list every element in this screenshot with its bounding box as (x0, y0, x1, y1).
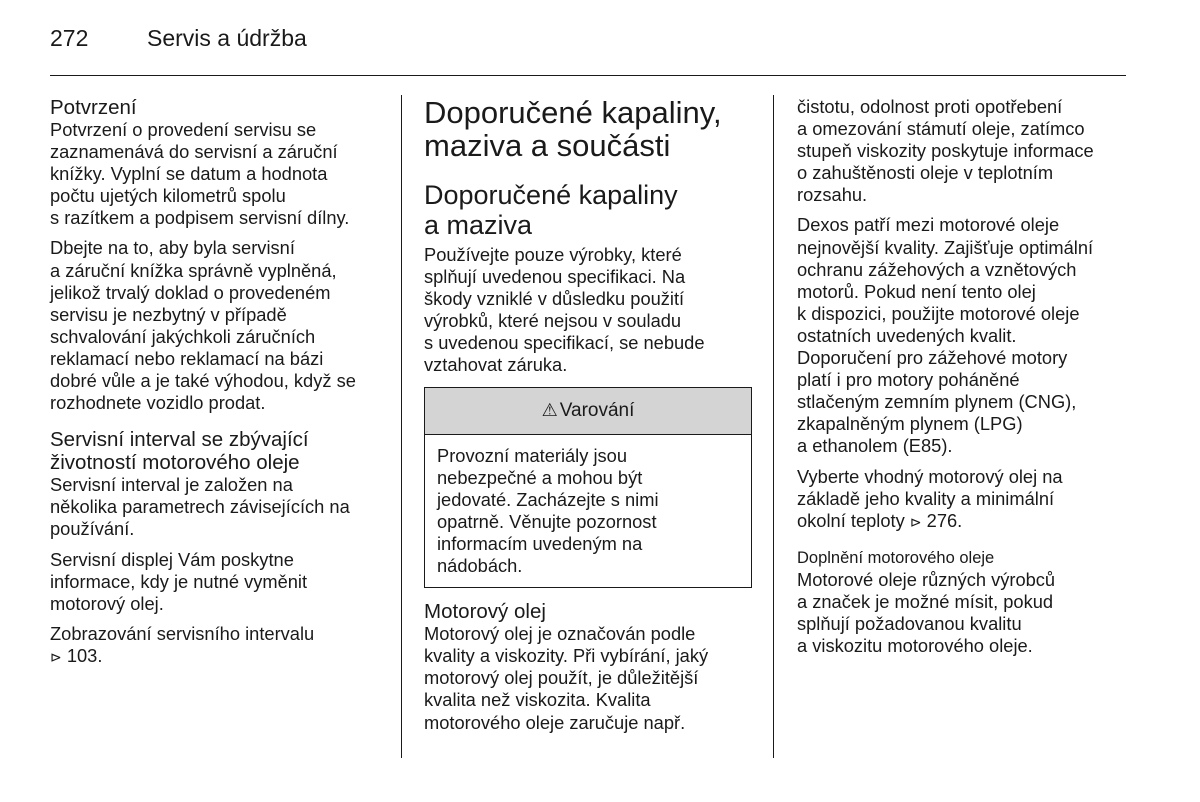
warning-box (424, 387, 752, 589)
page-number: 272 (50, 25, 89, 51)
page-reference-276[interactable]: 276. (926, 509, 963, 531)
recommended-fluids-paragraph: Používejte pouze výrobky, které splňují uvedenou specifikaci. Na škody vzniklé v důsledku použití výrobků, které nejsou v souladu s uvedenou specifikací, se nebude vztahovat záruka. (424, 244, 705, 376)
page-reference-icon: ⊳ (909, 513, 922, 530)
running-title: Servis a údržba (147, 25, 307, 51)
topup-heading: Doplnění motorového oleje (797, 548, 995, 567)
confirmation-heading: Potvrzení (50, 96, 137, 119)
page-reference-icon: ⊳ (50, 648, 62, 665)
header-rule (50, 75, 1126, 76)
service-interval-paragraph-2: Servisní displej Vám poskytne informace, kdy je nutné vyměnit motorový olej. (50, 548, 308, 614)
page-reference-103[interactable]: 103. (66, 644, 103, 666)
confirmation-paragraph-2: Dbejte na to, aby byla servisní a záruční knížka správně vyplněná, jelikož trvalý doklad o provedeném servisu je nezbytný v případě schvalování jakýchkoli záručních reklamací nebo reklamací na bázi dobré vůle a je také výhodou, když se rozhodnete vozidlo prodat. (50, 237, 356, 414)
warning-title: Varování (559, 399, 635, 421)
warning-header (425, 388, 751, 435)
oil-quality-paragraph: čistotu, odolnost proti opotřebení a omezování stámutí oleje, zatímco stupeň viskozity poskytuje informace o zahuštěnosti oleje v teplotním rozsahu. (797, 96, 1094, 206)
column-left (50, 96, 386, 676)
subsection-title: Doporučené kapaliny a maziva (424, 180, 678, 240)
engine-oil-heading: Motorový olej (424, 600, 546, 624)
warning-body: Provozní materiály jsou nebezpečné a mohou být jedovaté. Zacházejte s nimi opatrně. Věnujte pozornost informacím uvedeným na nádobách. (437, 444, 659, 577)
column-divider-1 (401, 95, 402, 758)
select-oil-text: Vyberte vhodný motorový olej na základě jeho kvality a minimální okolní teploty (797, 465, 1063, 531)
column-divider-2 (773, 95, 774, 758)
service-interval-display-text: Zobrazování servisního intervalu (50, 622, 315, 644)
service-interval-paragraph-1: Servisní interval je založen na několika parametrech závisejících na používání. (50, 474, 350, 540)
select-oil-paragraph (797, 466, 1127, 533)
warning-triangle-icon: ⚠ (541, 400, 558, 421)
column-right (797, 96, 1127, 665)
section-title: Doporučené kapaliny, maziva a součásti (424, 95, 722, 163)
dexos-paragraph: Dexos patří mezi motorové oleje nejnovější kvality. Zajišťuje optimální ochranu zážehových a vznětových motorů. Pokud není tento olej k dispozici, použijte motorové oleje ostatních uvedených kvalit. Doporučení pro zážehové motory platí i pro motory poháněné stlačeným zemním plynem (CNG), zkapalněným plynem (LPG) a ethanolem (E85). (797, 214, 1094, 457)
column-middle (424, 96, 756, 742)
topup-paragraph: Motorové oleje různých výrobců a značek je možné mísit, pokud splňují požadovanou kvalitu a viskozitu motorového oleje. (797, 568, 1056, 657)
confirmation-paragraph-1: Potvrzení o provedení servisu se zaznamenává do servisní a záruční knížky. Vyplní se datum a hodnota počtu ujetých kilometrů spolu s razítkem a podpisem servisní dílny. (50, 119, 350, 229)
engine-oil-paragraph: Motorový olej je označován podle kvality a viskozity. Při vybírání, jaký motorový olej použít, je důležitější kvalita než viskozita. Kvalita motorového oleje zaručuje např. (424, 623, 709, 733)
service-interval-heading: Servisní interval se zbývající životností motorového oleje (50, 428, 309, 475)
service-interval-paragraph-3 (50, 623, 386, 668)
